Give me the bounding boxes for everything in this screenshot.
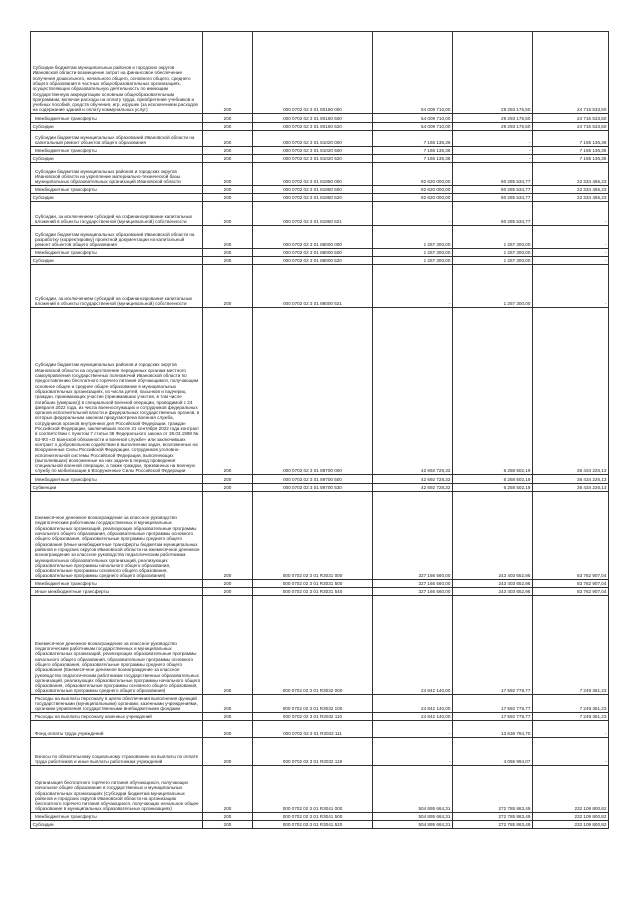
row-budget-code-cell: 000 0702 02 3 01 88000 500 (253, 249, 373, 257)
row-line-code-cell: 200 (203, 588, 253, 596)
table-row (31, 155, 609, 163)
table-row (31, 147, 609, 155)
row-line-code-cell: 200 (203, 813, 253, 821)
row-approved-amount-cell: 504 895 664,31 (373, 813, 453, 821)
row-executed-amount-cell: 272 785 863,49 (453, 766, 533, 813)
row-name-cell: Межбюджетные трансферты (31, 114, 203, 123)
row-executed-amount-cell: 17 592 778,77 (453, 713, 533, 721)
row-unexecuted-amount-cell: 36 434 226,13 (533, 475, 609, 484)
row-executed-amount-cell: 243 403 652,96 (453, 492, 533, 580)
table-row (31, 721, 609, 738)
row-budget-code-cell: 000 0702 02 3 01 88000 521 (253, 265, 373, 308)
row-name-cell: Межбюджетные трансферты (31, 249, 203, 257)
row-budget-code-cell: 000 0702 02 3 01 80160 500 (253, 114, 373, 123)
row-approved-amount-cell: 82 620 000,00 (373, 186, 453, 194)
row-executed-amount-cell: - (453, 155, 533, 163)
row-approved-amount-cell: 7 165 136,36 (373, 155, 453, 163)
row-approved-amount-cell: - (373, 265, 453, 308)
row-unexecuted-amount-cell: 7 165 136,36 (533, 131, 609, 147)
row-budget-code-cell: 000 0702 02 3 01 R3032 000 (253, 596, 373, 695)
row-approved-amount-cell: 82 620 000,00 (373, 194, 453, 202)
row-executed-amount-cell: 60 285 534,77 (453, 163, 533, 186)
row-unexecuted-amount-cell: 36 434 226,13 (533, 484, 609, 492)
row-name-cell: Субсидии бюджетам муниципальных районов и городских округов Ивановской области на осуществление переданных органам местного самоуправления государственных полномочий Ивановской области по предоставлению бесплатного горячего питания обучающимся, получающим основное общее и среднее общее образование в муниципальных образовательных организациях, из числа детей, пасынков и падчериц граждан, принимающих участие (принимавших участие, в том числе погибших (умерших)) в специальной военной операции, проводимой с 24 февраля 2022 года, из числа военнослужащих и сотрудников федеральных органов исполнительной власти и федеральных государственных органов, в которых федеральным законом предусмотрена военная служба, сотрудников органов внутренних дел Российской Федерации, граждан Российской Федерации, заключивших после 21 сентября 2022 года контракт в соответствии с пунктом 7 статьи 38 Федерального закона от 28.03.1998 № 53-ФЗ «О воинской обязанности и военной службе» или заключивших контракт о добровольном содействии в выполнении задач, возложенных на Вооруженные Силы Российской Федерации, сотрудников уголовно-исполнительной системы Российской Федерации, выполняющих (выполнявших) возложенные на них задачи в период проведения специальной военной операции, а также граждан, призванных на военную службу по мобилизации в Вооруженные Силы Российской Федерации (31, 308, 203, 475)
row-name-cell: Межбюджетные трансферты (31, 186, 203, 194)
row-line-code-cell: 200 (203, 713, 253, 721)
table-row (31, 580, 609, 588)
row-budget-code-cell: 000 0702 02 3 01 88000 000 (253, 226, 373, 249)
row-name-cell: Фонд оплаты труда учреждений (31, 721, 203, 738)
row-executed-amount-cell: 60 285 534,77 (453, 186, 533, 194)
row-name-cell: Субсидии (31, 821, 203, 829)
row-budget-code-cell: 000 0702 02 3 01 R3031 540 (253, 588, 373, 596)
row-approved-amount-cell: 24 842 140,00 (373, 695, 453, 713)
table-row (31, 202, 609, 226)
row-unexecuted-amount-cell: 7 165 136,36 (533, 147, 609, 155)
row-executed-amount-cell: 6 258 502,19 (453, 475, 533, 484)
row-budget-code-cell: 000 0702 02 3 01 81950 520 (253, 194, 373, 202)
table-row (31, 695, 609, 713)
table-body (31, 32, 609, 829)
row-budget-code-cell: 000 0702 02 3 01 89700 530 (253, 484, 373, 492)
row-line-code-cell: 200 (203, 821, 253, 829)
row-unexecuted-amount-cell: 22 334 465,23 (533, 194, 609, 202)
row-line-code-cell: 200 (203, 123, 253, 131)
row-unexecuted-amount-cell: 232 109 800,82 (533, 821, 609, 829)
row-line-code-cell: 200 (203, 738, 253, 766)
row-approved-amount-cell: 1 257 300,00 (373, 257, 453, 265)
row-budget-code-cell: 000 0702 02 3 01 R3031 000 (253, 492, 373, 580)
row-line-code-cell: 200 (203, 32, 253, 114)
row-budget-code-cell: 000 0702 02 3 01 R3041 520 (253, 821, 373, 829)
row-approved-amount-cell: 54 009 710,00 (373, 114, 453, 123)
row-line-code-cell: 200 (203, 163, 253, 186)
row-executed-amount-cell: 272 785 863,49 (453, 821, 533, 829)
row-unexecuted-amount-cell: - (533, 202, 609, 226)
row-budget-code-cell: 000 0702 02 3 01 81950 500 (253, 186, 373, 194)
row-line-code-cell: 200 (203, 147, 253, 155)
row-name-cell: Субвенции (31, 484, 203, 492)
row-executed-amount-cell: 29 293 176,50 (453, 123, 533, 131)
row-budget-code-cell: 000 0702 02 3 01 R3031 500 (253, 580, 373, 588)
table-row (31, 492, 609, 580)
table-row (31, 163, 609, 186)
row-approved-amount-cell: 1 257 300,00 (373, 249, 453, 257)
row-line-code-cell: 200 (203, 695, 253, 713)
row-name-cell: Расходы на выплаты персоналу казенных учреждений (31, 713, 203, 721)
row-unexecuted-amount-cell: 24 716 533,50 (533, 32, 609, 114)
row-name-cell: Организация бесплатного горячего питания обучающихся, получающих начальное общее образование в государственных и муниципальных образовательных организациях (Субсидии бюджетам муниципальных районов и городских округов Ивановской области на организацию бесплатного горячего питания обучающихся, получающих начальное общее образование в муниципальных образовательных организациях) (31, 766, 203, 813)
row-name-cell: Межбюджетные трансферты (31, 147, 203, 155)
row-name-cell: Взносы по обязательному социальному страхованию на выплаты по оплате труда работников и иные выплаты работникам учреждений (31, 738, 203, 766)
row-executed-amount-cell: 1 257 300,00 (453, 257, 533, 265)
row-budget-code-cell: 000 0702 02 3 01 88000 520 (253, 257, 373, 265)
table-row (31, 32, 609, 114)
row-name-cell: Ежемесячное денежное вознаграждение за классное руководство педагогическим работникам государственных и муниципальных образовательных организаций, реализующих образовательные программы начального общего образования, образовательные программы основного общего образования, образовательные программы среднего общего образования (Иные межбюджетные трансферты бюджетам муниципальных районов и городских округов Ивановской области на ежемесячное денежное вознаграждение за классное руководство педагогическим работникам муниципальных образовательных организаций, реализующих образовательные программы начального общего образования, образовательные программы основного общего образования, образовательные программы среднего общего образования) (31, 492, 203, 580)
table-row (31, 265, 609, 308)
row-name-cell: Субсидии бюджетам муниципальных образований Ивановской области на разработку (корректировку) проектной документации на капитальный ремонт объектов общего образования (31, 226, 203, 249)
row-budget-code-cell: 000 0702 02 3 01 80160 000 (253, 32, 373, 114)
row-name-cell: Субсидии, за исключением субсидий на софинансирование капитальных вложений в объекты государственной (муниципальной) собственности (31, 265, 203, 308)
row-approved-amount-cell: 42 692 728,32 (373, 475, 453, 484)
table-row (31, 484, 609, 492)
row-line-code-cell: 200 (203, 226, 253, 249)
row-budget-code-cell: 000 0702 02 3 01 80160 520 (253, 123, 373, 131)
row-line-code-cell: 200 (203, 308, 253, 475)
row-budget-code-cell: 000 0702 02 3 01 81020 500 (253, 147, 373, 155)
row-executed-amount-cell: 17 592 778,77 (453, 695, 533, 713)
row-executed-amount-cell: 1 257 300,00 (453, 226, 533, 249)
row-line-code-cell: 200 (203, 249, 253, 257)
row-unexecuted-amount-cell: 7 249 361,23 (533, 713, 609, 721)
row-approved-amount-cell: 7 165 136,36 (373, 131, 453, 147)
row-budget-code-cell: 000 0702 02 3 01 81020 000 (253, 131, 373, 147)
row-unexecuted-amount-cell: - (533, 265, 609, 308)
table-row (31, 257, 609, 265)
table-row (31, 821, 609, 829)
row-executed-amount-cell: 1 257 300,00 (453, 265, 533, 308)
row-line-code-cell: 200 (203, 155, 253, 163)
row-approved-amount-cell: 82 620 000,00 (373, 163, 453, 186)
row-budget-code-cell: 000 0702 02 3 01 89700 500 (253, 475, 373, 484)
row-approved-amount-cell: 24 842 140,00 (373, 596, 453, 695)
row-line-code-cell: 200 (203, 265, 253, 308)
row-name-cell: Субсидии (31, 155, 203, 163)
row-unexecuted-amount-cell: 24 716 533,50 (533, 114, 609, 123)
row-budget-code-cell: 000 0702 02 3 01 R3041 500 (253, 813, 373, 821)
row-executed-amount-cell: 29 293 176,50 (453, 32, 533, 114)
row-approved-amount-cell: 327 166 560,00 (373, 492, 453, 580)
row-approved-amount-cell: 42 692 728,32 (373, 484, 453, 492)
table-row (31, 596, 609, 695)
row-approved-amount-cell: - (373, 202, 453, 226)
row-line-code-cell: 200 (203, 484, 253, 492)
row-name-cell: Субсидии (31, 123, 203, 131)
table-row (31, 738, 609, 766)
row-approved-amount-cell: 1 257 300,00 (373, 226, 453, 249)
row-approved-amount-cell: - (373, 721, 453, 738)
row-line-code-cell: 200 (203, 580, 253, 588)
row-unexecuted-amount-cell: 22 334 465,23 (533, 186, 609, 194)
row-unexecuted-amount-cell: - (533, 226, 609, 249)
row-executed-amount-cell: - (453, 131, 533, 147)
row-line-code-cell: 200 (203, 766, 253, 813)
row-budget-code-cell: 000 0702 02 3 01 81020 520 (253, 155, 373, 163)
row-line-code-cell: 200 (203, 257, 253, 265)
row-line-code-cell: 200 (203, 114, 253, 123)
row-budget-code-cell: 000 0702 02 3 01 R3041 000 (253, 766, 373, 813)
row-budget-code-cell: 000 0702 02 3 01 R3032 100 (253, 695, 373, 713)
row-line-code-cell: 200 (203, 186, 253, 194)
table-row (31, 249, 609, 257)
row-name-cell: Межбюджетные трансферты (31, 580, 203, 588)
row-approved-amount-cell: 24 842 140,00 (373, 713, 453, 721)
row-line-code-cell: 200 (203, 194, 253, 202)
row-line-code-cell: 200 (203, 721, 253, 738)
row-executed-amount-cell: 60 285 534,77 (453, 202, 533, 226)
row-executed-amount-cell: 60 285 534,77 (453, 194, 533, 202)
row-unexecuted-amount-cell: - (533, 257, 609, 265)
row-unexecuted-amount-cell: 83 762 907,04 (533, 580, 609, 588)
row-executed-amount-cell: 243 403 652,96 (453, 580, 533, 588)
row-unexecuted-amount-cell: - (533, 738, 609, 766)
row-executed-amount-cell: 243 403 652,96 (453, 588, 533, 596)
row-line-code-cell: 200 (203, 475, 253, 484)
row-executed-amount-cell: 29 293 176,50 (453, 114, 533, 123)
row-approved-amount-cell: 54 009 710,00 (373, 123, 453, 131)
table-row (31, 131, 609, 147)
row-line-code-cell: 200 (203, 131, 253, 147)
row-budget-code-cell: 000 0702 02 3 01 R3032 111 (253, 721, 373, 738)
row-executed-amount-cell: 17 592 778,77 (453, 596, 533, 695)
table-row (31, 308, 609, 475)
table-row (31, 194, 609, 202)
row-unexecuted-amount-cell: 7 249 361,23 (533, 695, 609, 713)
table-row (31, 713, 609, 721)
table-row (31, 588, 609, 596)
row-name-cell: Субсидии (31, 257, 203, 265)
row-name-cell: Субсидии бюджетам муниципальных районов и городских округов Ивановской области возмещение затрат на финансовое обеспечение получения дошкольного, начального общего, основного общего, среднего общего образования в частных общеобразовательных организациях, осуществляющих образовательную деятельность по имеющим государственную аккредитацию основным общеобразовательным программам, включая расходы на оплату труда, приобретение учебников и учебных пособий, средств обучения, игр, игрушек (за исключением расходов на содержание зданий и оплату коммунальных услуг) (31, 32, 203, 114)
row-executed-amount-cell: - (453, 147, 533, 155)
row-line-code-cell: 200 (203, 202, 253, 226)
table-row (31, 813, 609, 821)
row-unexecuted-amount-cell: 232 109 800,82 (533, 813, 609, 821)
row-approved-amount-cell: 42 692 728,32 (373, 308, 453, 475)
row-executed-amount-cell: 272 785 863,49 (453, 813, 533, 821)
row-line-code-cell: 200 (203, 596, 253, 695)
row-budget-code-cell: 000 0702 02 3 01 81950 521 (253, 202, 373, 226)
table-row (31, 186, 609, 194)
row-executed-amount-cell: 6 258 502,19 (453, 308, 533, 475)
row-approved-amount-cell: 327 166 560,00 (373, 588, 453, 596)
row-budget-code-cell: 000 0702 02 3 01 81950 000 (253, 163, 373, 186)
table-row (31, 475, 609, 484)
row-executed-amount-cell: 13 536 784,70 (453, 721, 533, 738)
row-approved-amount-cell: - (373, 738, 453, 766)
row-unexecuted-amount-cell: 83 762 907,04 (533, 492, 609, 580)
row-executed-amount-cell: 1 257 300,00 (453, 249, 533, 257)
row-name-cell: Иные межбюджетные трансферты (31, 588, 203, 596)
row-name-cell: Расходы на выплаты персоналу в целях обеспечения выполнения функций государственными (муниципальными) органами, казенными учреждениями, органами управления государственными внебюджетными фондами (31, 695, 203, 713)
table-row (31, 766, 609, 813)
row-name-cell: Межбюджетные трансферты (31, 813, 203, 821)
row-approved-amount-cell: 54 009 710,00 (373, 32, 453, 114)
row-name-cell: Субсидии, за исключением субсидий на софинансирование капитальных вложений в объекты государственной (муниципальной) собственности (31, 202, 203, 226)
budget-execution-table (30, 31, 609, 829)
row-line-code-cell: 200 (203, 492, 253, 580)
row-budget-code-cell: 000 0702 02 3 01 R3032 110 (253, 713, 373, 721)
table-row (31, 226, 609, 249)
row-unexecuted-amount-cell: 83 762 907,04 (533, 588, 609, 596)
row-unexecuted-amount-cell: 36 434 226,13 (533, 308, 609, 475)
row-approved-amount-cell: 504 895 664,31 (373, 766, 453, 813)
row-unexecuted-amount-cell: - (533, 721, 609, 738)
row-budget-code-cell: 000 0702 02 3 01 R3032 119 (253, 738, 373, 766)
row-name-cell: Субсидии бюджетам муниципальных районов и городских округов Ивановской области на укрепление материально-технической базы муниципальных образовательных организаций Ивановской области (31, 163, 203, 186)
row-approved-amount-cell: 327 166 560,00 (373, 580, 453, 588)
row-unexecuted-amount-cell: 232 109 800,82 (533, 766, 609, 813)
row-name-cell: Субсидии бюджетам муниципальных образований Ивановской области на капитальный ремонт объектов общего образования (31, 131, 203, 147)
row-executed-amount-cell: 4 055 994,07 (453, 738, 533, 766)
row-approved-amount-cell: 504 895 664,31 (373, 821, 453, 829)
row-unexecuted-amount-cell: 7 249 361,23 (533, 596, 609, 695)
row-name-cell: Межбюджетные трансферты (31, 475, 203, 484)
row-unexecuted-amount-cell: 24 716 533,50 (533, 123, 609, 131)
row-name-cell: Субсидии (31, 194, 203, 202)
row-unexecuted-amount-cell: 7 165 136,36 (533, 155, 609, 163)
row-unexecuted-amount-cell: 22 334 465,23 (533, 163, 609, 186)
row-approved-amount-cell: 7 165 136,36 (373, 147, 453, 155)
row-unexecuted-amount-cell: - (533, 249, 609, 257)
row-name-cell: Ежемесячное денежное вознаграждение за классное руководство педагогическим работникам государственных и муниципальных образовательных организаций, реализующих образовательные программы начального общего образования, образовательные программы основного общего образования, образовательные программы среднего общего образования (Ежемесячное денежное вознаграждение за классное руководство педагогическим работникам государственных образовательных организаций, реализующих образовательные программы начального общего образования, образовательные программы основного общего образования, образовательные программы среднего общего образования) (31, 596, 203, 695)
table-row (31, 114, 609, 123)
table-row (31, 123, 609, 131)
row-budget-code-cell: 000 0702 02 3 01 89700 000 (253, 308, 373, 475)
row-executed-amount-cell: 6 258 502,19 (453, 484, 533, 492)
